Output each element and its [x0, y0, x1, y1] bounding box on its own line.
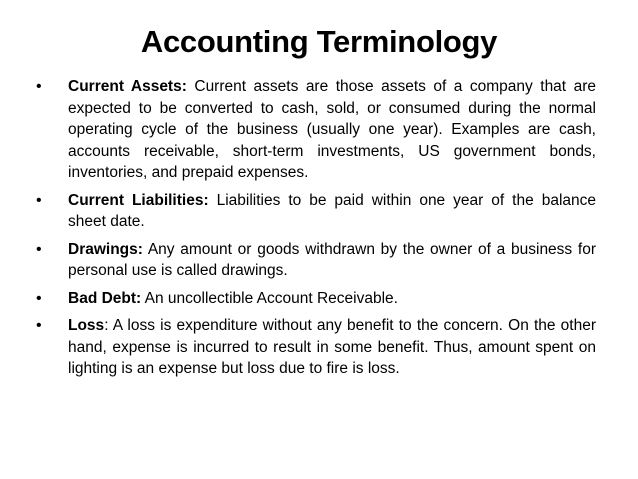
term-label: Loss [68, 317, 105, 334]
term-definition: Liabilities to be paid within one year of the balance sheet date. [68, 191, 597, 230]
term-definition: Any amount or goods withdrawn by the owner of a business for personal use is called drawings. [68, 240, 596, 279]
term-label: Bad Debt: [68, 289, 142, 307]
term-label: Current Assets: [68, 78, 187, 95]
bullet-item-drawings [36, 239, 596, 282]
term-label: Current Liabilities: [68, 191, 209, 209]
term-definition: Current assets are those assets of a company that are expected to be converted to cash, sold, or consumed during the normal operating cycle of the business (usually one year). Examples are cash, accounts receivable, short-term investments, US government bonds, inventories, and prepaid expenses. [68, 78, 596, 181]
bullet-list [36, 76, 596, 386]
bullet-icon: • [36, 191, 42, 209]
bullet-icon: • [36, 78, 42, 95]
term-definition: An uncollectible Account Receivable. [141, 289, 398, 307]
bullet-item-loss [36, 315, 596, 380]
term-definition: : A loss is expenditure without any benefit to the concern. On the other hand, expense is incurred to result in some benefit. Thus, amount spent on lighting is an expense but loss due to fire is loss. [68, 317, 596, 377]
slide-title: Accounting Terminology [140, 24, 498, 59]
term-label: Drawings: [68, 240, 143, 258]
bullet-item-bad-debt [36, 288, 596, 310]
bullet-item-current-assets [36, 76, 596, 184]
bullet-icon: • [36, 317, 42, 334]
bullet-item-current-liabilities [36, 190, 596, 233]
bullet-icon: • [36, 240, 42, 258]
bullet-icon: • [36, 289, 42, 307]
